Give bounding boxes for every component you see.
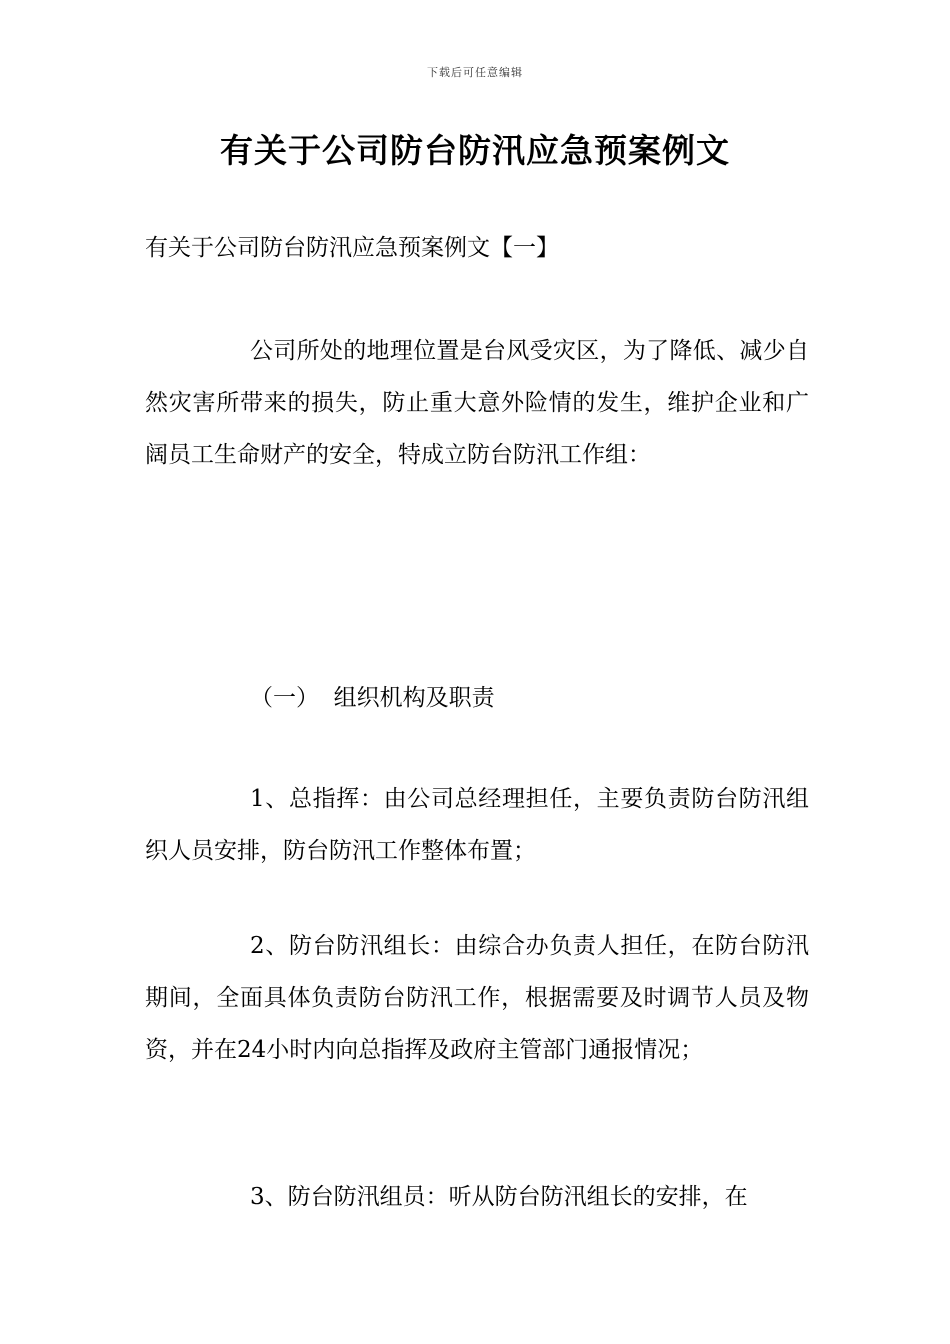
- org-heading: （一） 组织机构及职责: [250, 685, 495, 711]
- list-item: 3、防台防汛组员：听从防台防汛组长的安排，在: [250, 1184, 748, 1210]
- intro-paragraph: 公司所处的地理位置是台风受灾区，为了降低、减少自然灾害所带来的损失，防止重大意外险情的发生，维护企业和广阔员工生命财产的安全，特成立防台防汛工作组：: [145, 338, 809, 468]
- header-note: 下载后可任意编辑: [427, 66, 523, 79]
- section-title: 有关于公司防台防汛应急预案例文【一】: [145, 235, 559, 261]
- list-item: 2、防台防汛组长：由综合办负责人担任，在防台防汛期间，全面具体负责防台防汛工作，根据需要及时调节人员及物资，并在24小时内向总指挥及政府主管部门通报情况；: [145, 933, 809, 1063]
- list-item: 1、总指挥：由公司总经理担任，主要负责防台防汛组织人员安排，防台防汛工作整体布置；: [145, 786, 809, 864]
- document-title: 有关于公司防台防汛应急预案例文: [220, 131, 730, 170]
